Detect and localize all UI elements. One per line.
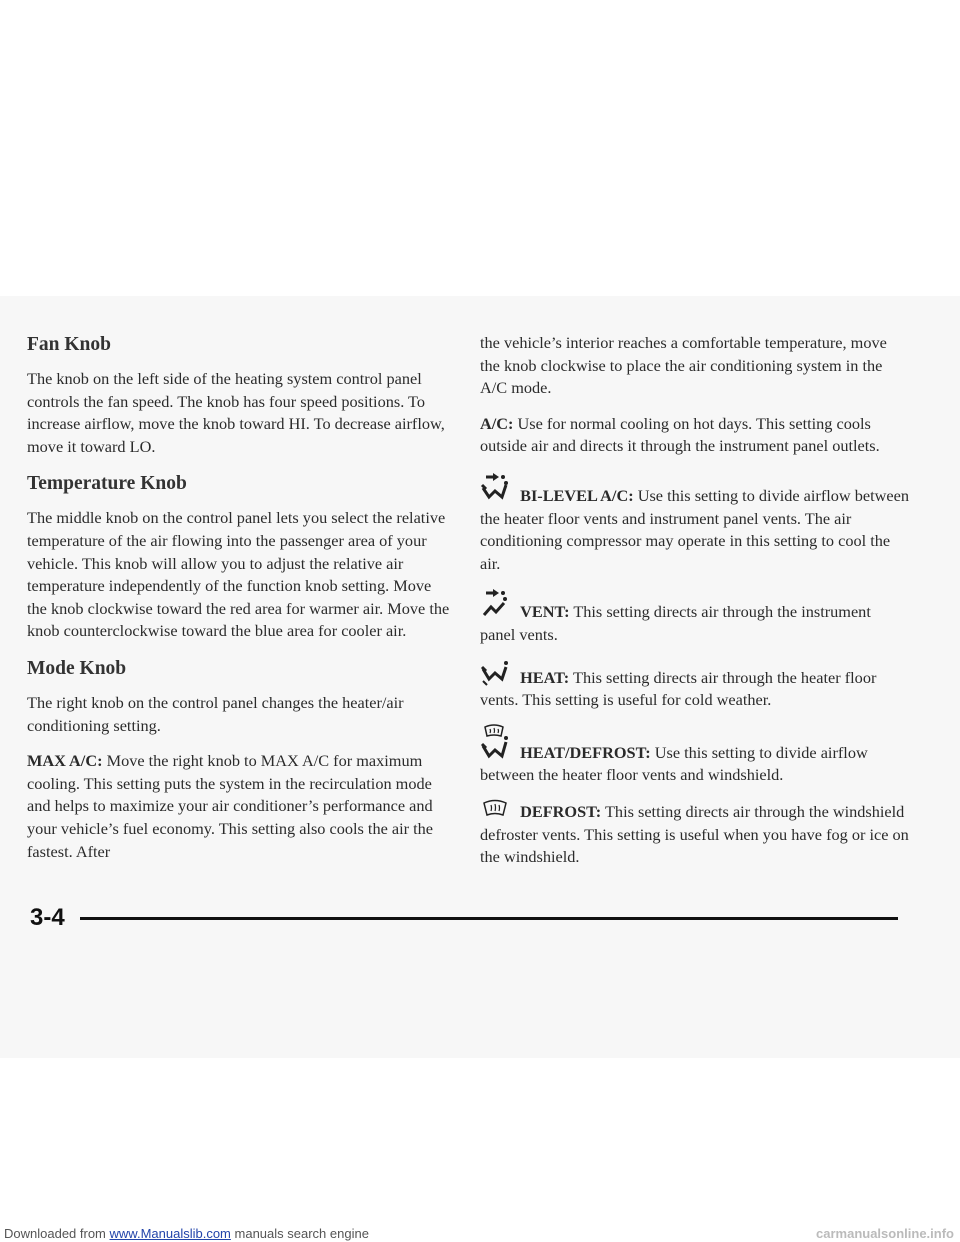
temperature-knob-section [27, 471, 452, 643]
heat-defrost-text: Use this setting to divide airflow between the heater floor vents and windshield. [480, 742, 868, 785]
ac-term: A/C: [480, 413, 514, 433]
manualslib-link[interactable]: www.Manualslib.com [109, 1226, 231, 1241]
max-ac-text: Move the right knob to MAX A/C for maximum cooling. This setting puts the system in the recirculation mode and helps to maximize your air conditioner’s performance and your vehicle’s fuel economy. This setting also cools the air the fastest. After [27, 751, 434, 861]
bilevel-paragraph [480, 471, 910, 575]
heat-defrost-paragraph [480, 724, 910, 787]
defrost-icon [480, 799, 510, 821]
defrost-paragraph [480, 799, 910, 869]
heat-term: HEAT: [520, 667, 570, 687]
max-ac-paragraph [27, 750, 452, 863]
temperature-knob-heading: Temperature Knob [27, 473, 187, 495]
mode-knob-text: The right knob on the control panel changes the heater/air conditioning setting. [27, 692, 404, 735]
bilevel-icon [480, 471, 510, 505]
fan-knob-section [27, 332, 452, 458]
page-number: 3-4 [30, 904, 65, 931]
heat-paragraph [480, 659, 910, 712]
continuation-text: the vehicle’s interior reaches a comfortable temperature, move the knob clockwise to place the air conditioning system in the A/C mode. [480, 333, 887, 398]
heat-icon [480, 659, 510, 687]
vent-paragraph [480, 587, 910, 646]
temperature-knob-text: The middle knob on the control panel lets you select the relative temperature of the air flowing into the passenger area of your vehicle. This knob will allow you to adjust the relative air temperature independently of the function knob setting. Move the knob clockwise toward the red area for warmer air. Move the knob counterclockwise toward the blue area for cooler air. [27, 508, 450, 641]
heat-defrost-icon [480, 724, 510, 762]
download-suffix: manuals search engine [234, 1226, 369, 1241]
download-credit [4, 1226, 369, 1241]
download-bar [0, 1226, 960, 1242]
heat-text: This setting directs air through the heater floor vents. This setting is useful for cold weather. [480, 667, 877, 710]
ac-paragraph [480, 413, 910, 458]
defrost-text: This setting directs air through the windshield defroster vents. This setting is useful when you have fog or ice on the windshield. [480, 801, 909, 867]
fan-knob-heading: Fan Knob [27, 334, 111, 355]
fan-knob-text: The knob on the left side of the heating system control panel controls the fan speed. The knob has four speed positions. To increase airflow, move the knob toward HI. To decrease airflow, move it toward LO. [27, 369, 445, 456]
footer-rule [80, 917, 898, 920]
bilevel-term: BI-LEVEL A/C: [520, 485, 634, 505]
vent-term: VENT: [520, 602, 570, 622]
watermark-text: carmanualsonline.info [816, 1226, 954, 1241]
defrost-term: DEFROST: [520, 801, 602, 821]
vent-text: This setting directs air through the instrument panel vents. [480, 602, 871, 644]
right-column [480, 332, 910, 881]
mode-knob-heading: Mode Knob [27, 657, 127, 679]
mode-knob-section [27, 656, 452, 863]
max-ac-term: MAX A/C: [27, 751, 103, 771]
bilevel-text: Use this setting to divide airflow between the heater floor vents and instrument panel vents. The air conditioning compressor may operate in this setting to cool the air. [480, 485, 909, 573]
left-column [27, 332, 452, 876]
vent-icon [480, 587, 510, 621]
heat-defrost-term: HEAT/DEFROST: [520, 742, 651, 762]
ac-text: Use for normal cooling on hot days. This setting cools outside air and directs it through the instrument panel outlets. [480, 413, 880, 456]
download-prefix: Downloaded from [4, 1226, 106, 1241]
